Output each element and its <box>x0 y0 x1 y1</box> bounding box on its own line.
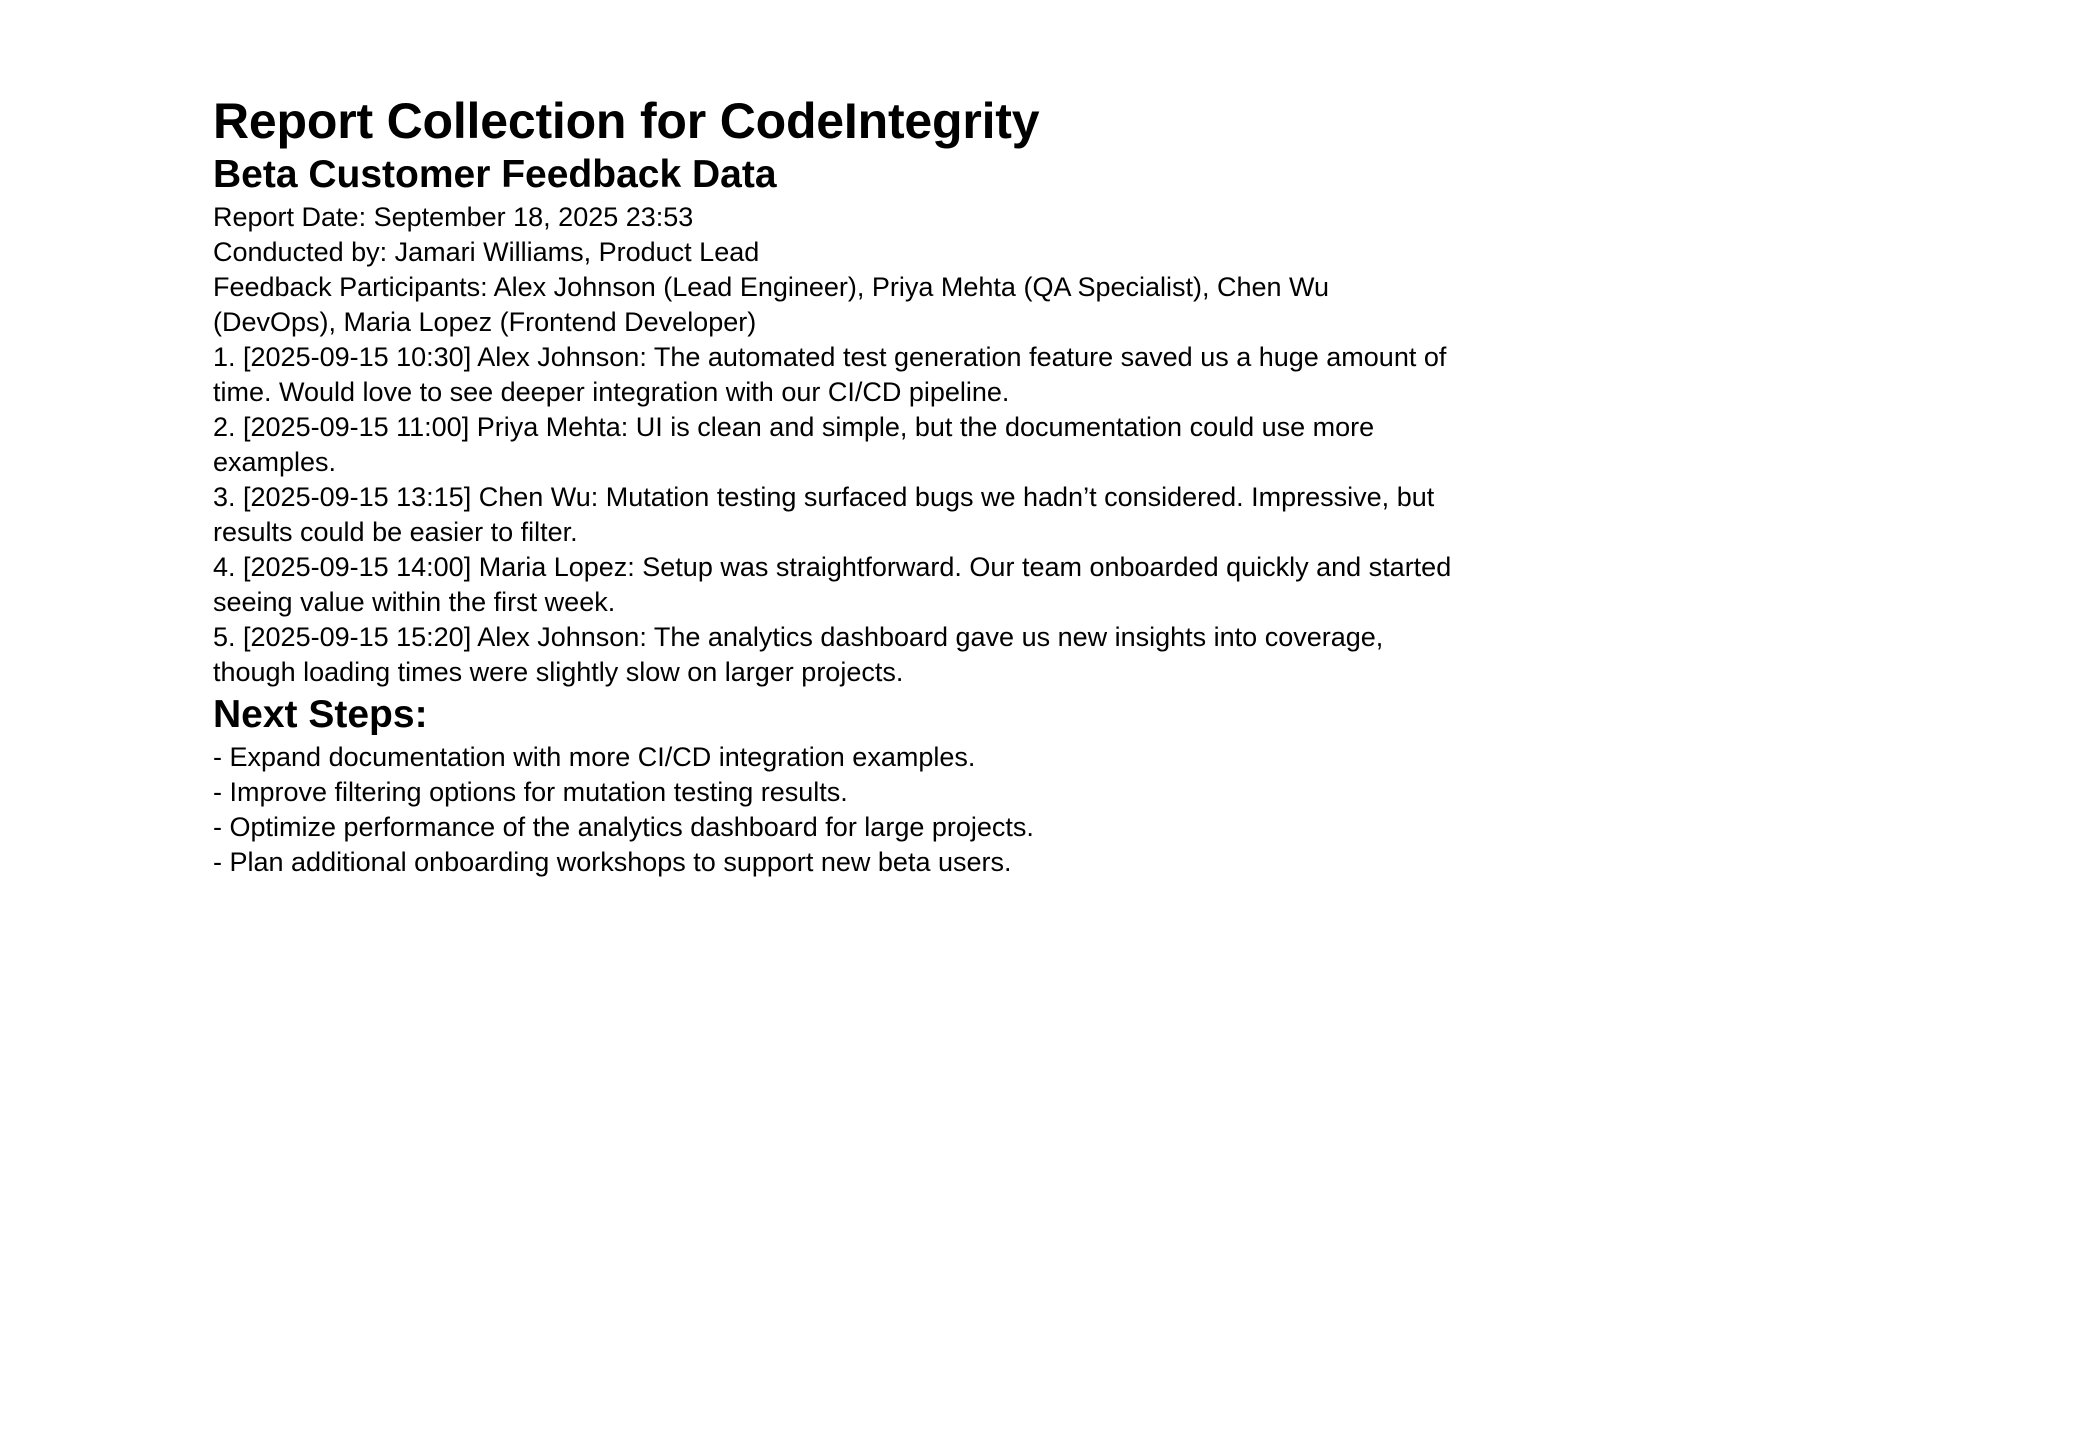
report-document <box>213 92 1453 880</box>
document-subtitle: Beta Customer Feedback Data <box>213 153 777 196</box>
next-step-item: - Expand documentation with more CI/CD integration examples. <box>213 742 976 772</box>
feedback-entry: 3. [2025-09-15 13:15] Chen Wu: Mutation testing surfaced bugs we hadn’t considered. Impressive, but results could be easier to filter. <box>213 482 1435 547</box>
report-metadata <box>213 200 1453 340</box>
feedback-entry: 5. [2025-09-15 15:20] Alex Johnson: The analytics dashboard gave us new insights into coverage, though loading times were slightly slow on larger projects. <box>213 622 1384 687</box>
feedback-list <box>213 340 1453 690</box>
report-date: Report Date: September 18, 2025 23:53 <box>213 202 694 232</box>
document-title: Report Collection for CodeIntegrity <box>213 93 1040 149</box>
feedback-entry: 4. [2025-09-15 14:00] Maria Lopez: Setup was straightforward. Our team onboarded quickly and started seeing value within the first week. <box>213 552 1452 617</box>
conducted-by: Conducted by: Jamari Williams, Product Lead <box>213 237 760 267</box>
next-steps-list <box>213 740 1453 880</box>
feedback-entry: 1. [2025-09-15 10:30] Alex Johnson: The automated test generation feature saved us a huge amount of time. Would love to see deeper integration with our CI/CD pipeline. <box>213 342 1447 407</box>
next-step-item: - Improve filtering options for mutation testing results. <box>213 777 848 807</box>
next-step-item: - Optimize performance of the analytics dashboard for large projects. <box>213 812 1034 842</box>
feedback-entry: 2. [2025-09-15 11:00] Priya Mehta: UI is clean and simple, but the documentation could use more examples. <box>213 412 1375 477</box>
feedback-participants: Feedback Participants: Alex Johnson (Lead Engineer), Priya Mehta (QA Specialist), Chen Wu (DevOps), Maria Lopez (Frontend Developer) <box>213 272 1330 337</box>
next-step-item: - Plan additional onboarding workshops to support new beta users. <box>213 847 1012 877</box>
next-steps-heading: Next Steps: <box>213 693 428 736</box>
